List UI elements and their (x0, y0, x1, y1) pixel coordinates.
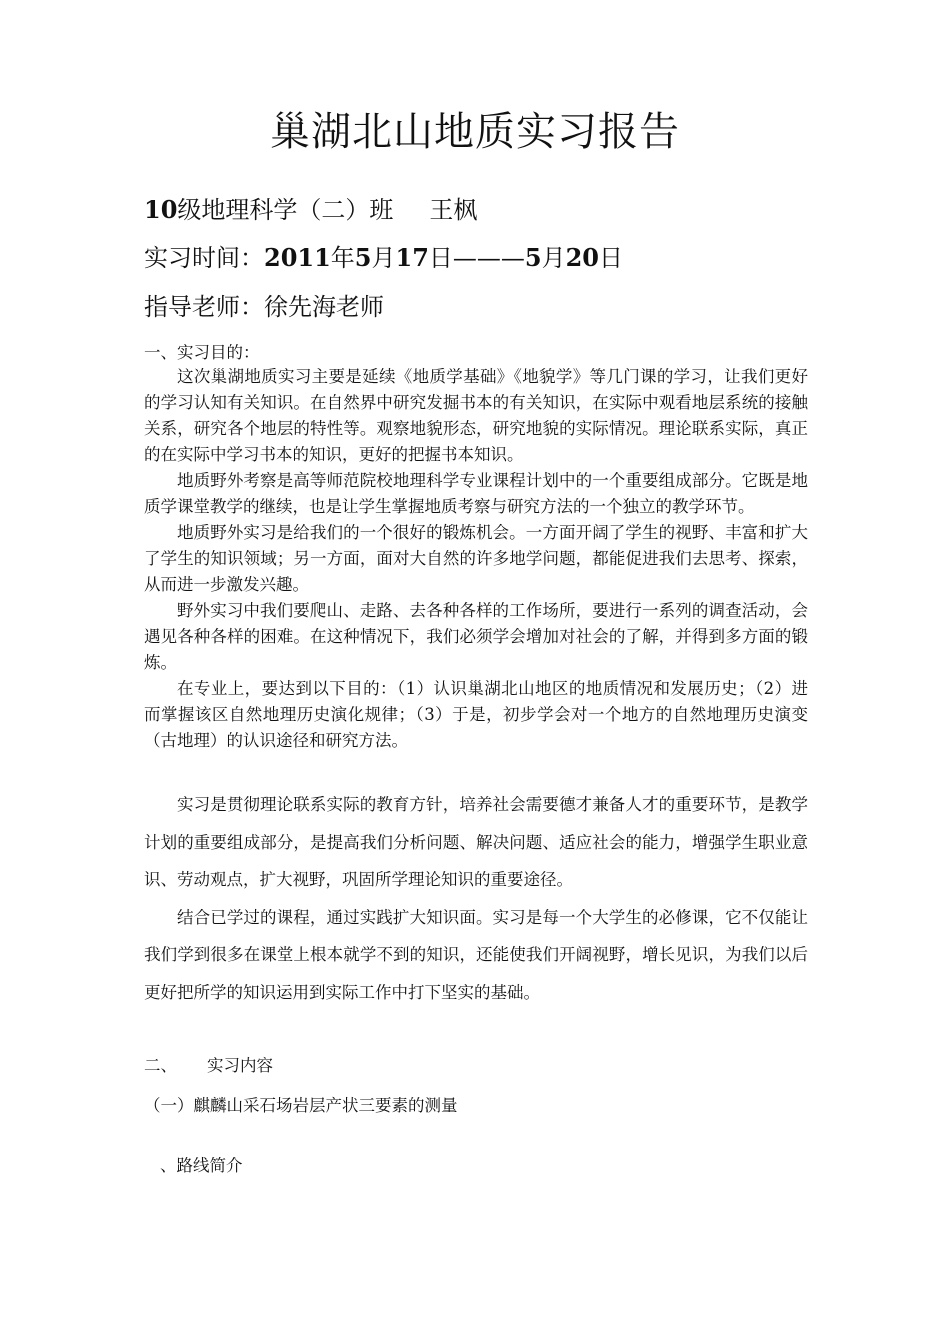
paragraph: 地质野外考察是高等师范院校地理科学专业课程计划中的一个重要组成部分。它既是地质学课堂教学的继续，也是让学生掌握地质考察与研究方法的一个独立的教学环节。 (144, 471, 808, 516)
subsection-1-item: 、路线简介 (160, 1156, 243, 1175)
start-year: 2011 (264, 243, 331, 272)
end-day: 20 (565, 243, 600, 272)
section-1-body (144, 364, 808, 754)
paragraph: 实习是贯彻理论联系实际的教育方针，培养社会需要德才兼备人才的重要环节，是教学计划的重要组成部分，是提高我们分析问题、解决问题、适应社会的能力，增强学生职业意识、劳动观点，扩大视野，巩固所学理论知识的重要途径。 (144, 795, 808, 889)
month-char: 月 (371, 244, 396, 272)
paragraph: 地质野外实习是给我们的一个很好的锻炼机会。一方面开阔了学生的视野、丰富和扩大了学生的知识领域；另一方面，面对大自然的许多地学问题，都能促进我们去思考、探索，从而进一步激发兴趣。 (144, 523, 808, 594)
paragraph: 野外实习中我们要爬山、走路、去各种各样的工作场所，要进行一系列的调查活动，会遇见各种各样的困难。在这种情况下，我们必须学会增加对社会的了解，并得到多方面的锻炼。 (144, 601, 808, 672)
teacher-line: 指导老师：徐先海老师 (144, 293, 384, 321)
paragraph: 在专业上，要达到以下目的：（1）认识巢湖北山地区的地质情况和发展历史；（2）进而掌握该区自然地理历史演化规律；（3）于是，初步学会对一个地方的自然地理历史演变（古地理）的认识途径和研究方法。 (144, 679, 808, 750)
section-2-title: 实习内容 (207, 1056, 273, 1075)
day-char-dash: 日——— (428, 244, 525, 272)
paragraph: 这次巢湖地质实习主要是延续《地质学基础》《地貌学》等几门课的学习，让我们更好的学习认知有关知识。在自然界中研究发掘书本的有关知识，在实际中观看地层系统的接触关系，研究各个地层的特性等。观察地貌形态，研究地貌的实际情况。理论联系实际，真正的在实际中学习书本的知识，更好的把握书本知识。 (144, 367, 808, 464)
class-line (144, 192, 477, 228)
class-text: 级地理科学（二）班 (177, 196, 394, 224)
start-month: 5 (354, 243, 372, 272)
time-line (144, 240, 623, 276)
section-1-heading: 一、实习目的： (144, 343, 260, 362)
time-label: 实习时间： (144, 244, 264, 272)
paragraph: 结合已学过的课程，通过实践扩大知识面。实习是每一个大学生的必修课，它不仅能让我们学到很多在课堂上根本就学不到的知识，还能使我们开阔视野，增长见识，为我们以后更好把所学的知识运用到实际工作中打下坚实的基础。 (144, 907, 808, 1002)
month-char-2: 月 (541, 244, 566, 272)
document-title: 巢湖北山地质实习报告 (270, 109, 680, 155)
subsection-1-heading: （一）麒麟山采石场岩层产状三要素的测量 (144, 1096, 458, 1115)
end-month: 5 (524, 243, 542, 272)
author-name: 王枫 (429, 196, 478, 224)
day-char-2: 日 (599, 244, 624, 272)
class-number: 10 (144, 195, 178, 224)
section-2-number: 二、 (144, 1056, 177, 1075)
section-2-heading (144, 1053, 273, 1079)
start-day: 17 (395, 243, 429, 272)
year-char: 年 (330, 244, 355, 272)
section-1-body-loose (144, 786, 808, 1011)
